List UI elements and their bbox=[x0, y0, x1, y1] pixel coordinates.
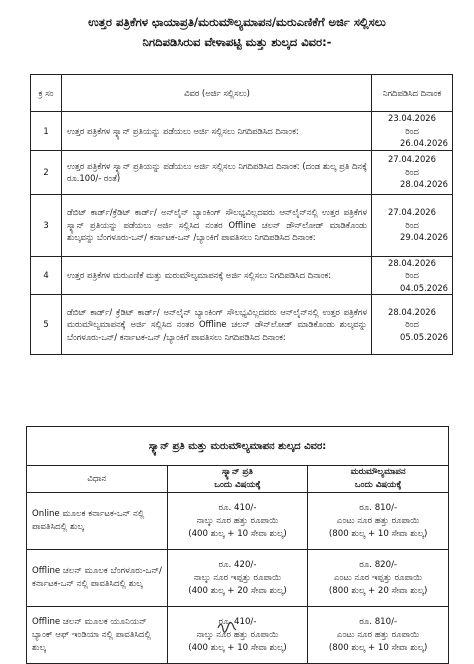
row-date-range bbox=[372, 194, 453, 256]
header-scan-title: ಸ್ಕ್ಯಾನ್ ಪ್ರತಿ bbox=[222, 467, 253, 477]
payment-mode: Offline ಚಲನ್ ಮೂಲಕ ಯೂನಿಯನ್ ಬ್ಯಾಂಕ್ ಆಫ್ ಇಂಡಿಯಾ ನಲ್ಲಿ ಪಾವತಿಸಿದಲ್ಲಿ ಶುಲ್ಕ bbox=[27, 607, 168, 664]
schedule-row bbox=[31, 194, 453, 256]
row-date-range bbox=[372, 112, 453, 151]
reval-fee-cell bbox=[308, 493, 449, 550]
document-title-line-2: ನಿಗದಿಪಡಿಸಿರುವ ವೇಳಾಪಟ್ಟಿ ಮತ್ತು ಶುಲ್ಕದ ವಿವರ:- bbox=[142, 35, 332, 49]
row-description: ಉತ್ತರ ಪತ್ರಿಕೆಗಳ ಸ್ಕ್ಯಾನ್ ಪ್ರತಿಯನ್ನು ಪಡೆಯಲು ಅರ್ಜಿ ಸಲ್ಲಿಸಲು ನಿಗದಿಪಡಿಸಿದ ದಿನಾಂಕ: bbox=[62, 112, 372, 151]
document-title-line-1: ಉತ್ತರ ಪತ್ರಿಕೆಗಳ ಛಾಯಾಪ್ರತಿ/ಮರುಮೌಲ್ಯಮಾಪನ/ಮರುಎಣಿಕೆಗೆ ಅರ್ಜಿ ಸಲ್ಲಿಸಲು bbox=[88, 15, 386, 29]
schedule-header-row bbox=[31, 75, 453, 112]
date-to: 04.05.2026 bbox=[400, 282, 448, 293]
row-date-range bbox=[372, 256, 453, 295]
scan-fee-breakup: (400 ಶುಲ್ಕ + 10 ಸೇವಾ ಶುಲ್ಕ) bbox=[188, 528, 287, 539]
scan-fee-breakup: (400 ಶುಲ್ಕ + 10 ಸೇವಾ ಶುಲ್ಕ) bbox=[188, 642, 287, 653]
schedule-row bbox=[31, 112, 453, 151]
date-connector: ರಿಂದ bbox=[405, 270, 419, 280]
scan-fee-words: ನಾಲ್ಕು ನೂರ ಇಪ್ಪತ್ತು ರೂಪಾಯಿ bbox=[193, 572, 282, 583]
date-connector: ರಿಂದ bbox=[405, 219, 419, 230]
date-connector: ರಿಂದ bbox=[405, 125, 419, 136]
row-date-range bbox=[372, 150, 453, 194]
row-serial-number: 3 bbox=[31, 194, 62, 256]
schedule-row bbox=[31, 295, 453, 355]
reval-fee-amount: ರೂ. 810/- bbox=[359, 502, 398, 513]
schedule-row bbox=[31, 150, 453, 194]
fee-table-title: ಸ್ಕ್ಯಾನ್ ಪ್ರತಿ ಮತ್ತು ಮರುಮೌಲ್ಯಮಾಪನ ಶುಲ್ಕದ ವಿವರ: bbox=[27, 427, 449, 466]
scan-fee-cell bbox=[167, 493, 308, 550]
header-scan-copy bbox=[167, 466, 308, 493]
row-date-range bbox=[372, 295, 453, 355]
reval-fee-breakup: (800 ಶುಲ್ಕ + 20 ಸೇವಾ ಶುಲ್ಕ) bbox=[328, 585, 428, 596]
fee-row bbox=[27, 550, 449, 607]
fee-row bbox=[27, 493, 449, 550]
date-connector: ರಿಂದ bbox=[405, 166, 419, 177]
date-from: 27.04.2026 bbox=[388, 154, 436, 165]
reval-fee-breakup: (800 ಶುಲ್ಕ + 10 ಸೇವಾ ಶುಲ್ಕ) bbox=[328, 642, 428, 653]
header-scan-subtitle: ಒಂದು ವಿಷಯಕ್ಕೆ bbox=[214, 480, 261, 490]
scan-fee-amount: ರೂ. 420/- bbox=[218, 559, 257, 570]
date-to: 05.05.2026 bbox=[400, 331, 448, 342]
reval-fee-breakup: (800 ಶುಲ್ಕ + 10 ಸೇವಾ ಶುಲ್ಕ) bbox=[328, 528, 428, 539]
payment-mode: Offline ಚಲನ್ ಮೂಲಕ ಬೆಂಗಳೂರು-ಒನ್/ಕರ್ನಾಟಕ-ಒನ್ ನಲ್ಲಿ ಪಾವತಿಸಿದಲ್ಲಿ ಶುಲ್ಕ bbox=[27, 550, 168, 607]
payment-mode: Online ಮೂಲಕ ಕರ್ನಾಟಕ-ಒನ್ ನಲ್ಲಿ ಪಾವತಿಸಿದಲ್ಲಿ ಶುಲ್ಕ bbox=[27, 493, 168, 550]
header-reval-title: ಮರುಮೌಲ್ಯಮಾಪನ bbox=[350, 467, 406, 477]
scan-fee-breakup: (400 ಶುಲ್ಕ + 20 ಸೇವಾ ಶುಲ್ಕ) bbox=[188, 585, 287, 596]
header-date: ನಿಗದಿಪಡಿಸಿದ ದಿನಾಂಕ bbox=[372, 75, 453, 112]
row-serial-number: 2 bbox=[31, 150, 62, 194]
row-serial-number: 4 bbox=[31, 256, 62, 295]
scan-fee-cell bbox=[167, 550, 308, 607]
schedule-table bbox=[30, 74, 453, 355]
scan-fee-words: ನಾಲ್ಕು ನೂರ ಹತ್ತು ರೂಪಾಯಿ bbox=[196, 629, 279, 640]
scan-fee-amount: ರೂ. 410/- bbox=[218, 616, 257, 627]
header-reval-subtitle: ಒಂದು ವಿಷಯಕ್ಕೆ bbox=[354, 480, 402, 490]
date-to: 28.04.2026 bbox=[400, 179, 448, 190]
scan-fee-amount: ರೂ. 410/- bbox=[218, 502, 257, 513]
reval-fee-words: ಎಂಟು ನೂರ ಹತ್ತು ರೂಪಾಯಿ bbox=[336, 515, 420, 526]
schedule-row bbox=[31, 256, 453, 295]
header-description: ವಿವರ (ಅರ್ಜಿ ಸಲ್ಲಿಸಲು) bbox=[62, 75, 372, 112]
row-serial-number: 1 bbox=[31, 112, 62, 151]
row-serial-number: 5 bbox=[31, 295, 62, 355]
reval-fee-amount: ರೂ. 820/- bbox=[359, 559, 398, 570]
header-revaluation bbox=[308, 466, 449, 493]
row-description: ಡೆಬಿಟ್ ಕಾರ್ಡ್/ ಕ್ರೆಡಿಟ್ ಕಾರ್ಡ್/ ಅನ್‌ಲೈನ್ ಬ್ಯಾಂಕಿಂಗ್ ಸೌಲಭ್ಯವಿಲ್ಲದವರು ಆನ್‌ಲೈನ್‌ನಲ್ಲಿ ಉತ್ತರ ಪತ್ರಿಕೆಗಳ ಮರುಮೌಲ್ಯಮಾಪನಕ್ಕೆ ಅರ್ಜಿ ಸಲ್ಲಿಸಿದ ನಂತರ Offline ಚಲನ್ ಡೌನ್‌ಲೋಡ್ ಮಾಡಿಕೊಂಡು ಶುಲ್ಕವನ್ನು ಬೆಂಗಳೂರು-ಒನ್/ ಕರ್ನಾಟಕ-ಒನ್ /ಬ್ಯಾಂಕಿಗೆ ಪಾವತಿಸಲು ನಿಗದಿಪಡಿಸಿದ ದಿನಾಂಕ: bbox=[62, 295, 372, 355]
reval-fee-amount: ರೂ. 810/- bbox=[359, 616, 398, 627]
fee-title-row bbox=[27, 427, 449, 466]
reval-fee-words: ಎಂಟು ನೂರ ಹತ್ತು ರೂಪಾಯಿ bbox=[336, 629, 420, 640]
reval-fee-cell bbox=[308, 607, 449, 664]
reval-fee-cell bbox=[308, 550, 449, 607]
date-from: 27.04.2026 bbox=[388, 207, 436, 218]
date-from: 28.04.2026 bbox=[388, 306, 436, 317]
date-to: 29.04.2026 bbox=[400, 232, 448, 243]
date-connector: ರಿಂದ bbox=[405, 319, 419, 330]
date-to: 26.04.2026 bbox=[400, 138, 448, 148]
scan-fee-words: ನಾಲ್ಕು ನೂರ ಹತ್ತು ರೂಪಾಯಿ bbox=[196, 515, 279, 526]
reval-fee-words: ಎಂಟು ನೂರ ಇಪ್ಪತ್ತು ರೂಪಾಯಿ bbox=[334, 572, 423, 583]
scan-fee-cell bbox=[167, 607, 308, 664]
fee-header-row bbox=[27, 466, 449, 493]
signature-mark bbox=[216, 620, 238, 634]
row-description: ಡೆಬಿಟ್ ಕಾರ್ಡ್/ಕ್ರೆಡಿಟ್ ಕಾರ್ಡ್/ ಅನ್‌ಲೈನ್ ಬ್ಯಾಂಕಿಂಗ್ ಸೌಲಭ್ಯವಿಲ್ಲದವರು ಆನ್‌ಲೈನ್‌ನಲ್ಲಿ ಉತ್ತರ ಪತ್ರಿಕೆಗಳ ಸ್ಕ್ಯಾನ್ ಪ್ರತಿಯನ್ನು ಪಡೆಯಲು ಅರ್ಜಿ ಸಲ್ಲಿಸಿದ ನಂತರ Offline ಚಲನ್ ಡೌನ್‌ಲೋಡ್ ಮಾಡಿಕೊಂಡು ಶುಲ್ಕವನ್ನು ಬೆಂಗಳೂರು-ಒನ್/ ಕರ್ನಾಟಕ-ಒನ್ /ಬ್ಯಾಂಕಿಗೆ ಪಾವತಿಸಲು ನಿಗದಿಪಡಿಸಿದ ದಿನಾಂಕ: bbox=[62, 194, 372, 256]
date-from: 28.04.2026 bbox=[388, 257, 436, 268]
row-description: ಉತ್ತರ ಪತ್ರಿಕೆಗಳ ಸ್ಕ್ಯಾನ್ ಪ್ರತಿಯನ್ನು ಪಡೆಯಲು ಅರ್ಜಿ ಸಲ್ಲಿಸಲು ನಿಗದಿಪಡಿಸಿದ ದಿನಾಂಕ: (ದಂಡ ಶುಲ್ಕ ಪ್ರತಿ ದಿನಕ್ಕೆ ರೂ.100/- ರಂತೆ) bbox=[62, 150, 372, 194]
header-serial-number: ಕ್ರ ಸಂ bbox=[31, 75, 62, 112]
date-from: 23.04.2026 bbox=[388, 113, 436, 123]
fee-row bbox=[27, 607, 449, 664]
header-mode: ವಿಧಾನ bbox=[27, 466, 168, 493]
row-description: ಉತ್ತರ ಪತ್ರಿಕೆಗಳ ಮರುಎಣಿಕೆ ಮತ್ತು ಮರುಮೌಲ್ಯಮಾಪನಕ್ಕೆ ಅರ್ಜಿ ಸಲ್ಲಿಸಲು ನಿಗದಿಪಡಿಸಿದ ದಿನಾಂಕ: bbox=[62, 256, 372, 295]
